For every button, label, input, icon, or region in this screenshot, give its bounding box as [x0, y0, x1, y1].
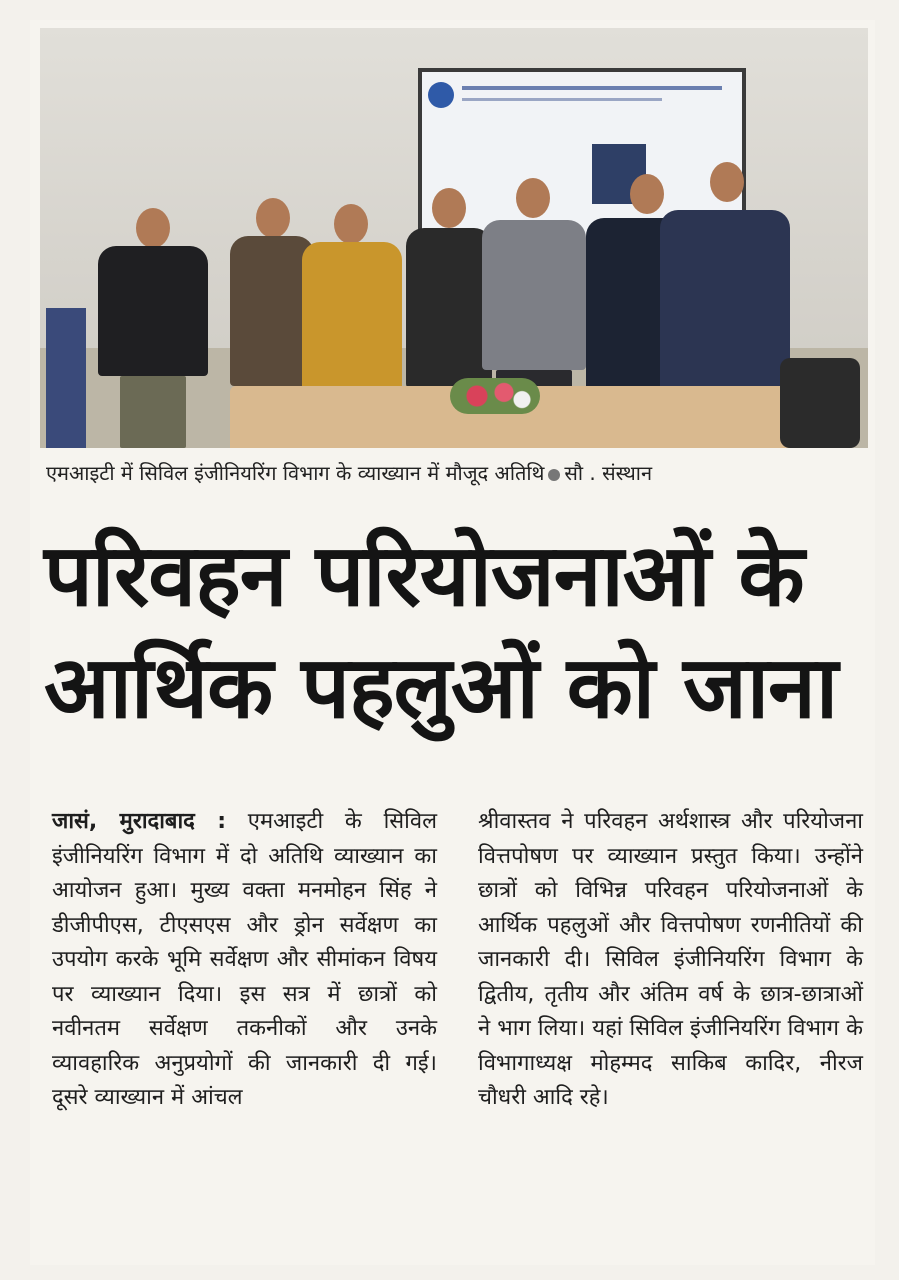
screen-subtitle-bar [462, 98, 662, 101]
bullet-icon [548, 469, 560, 481]
flower-bouquet [450, 378, 540, 414]
article-body-right: श्रीवास्तव ने परिवहन अर्थशास्त्र और परियोजना वित्तपोषण पर व्याख्यान प्रस्तुत किया। उन्होंने छात्रों को विभिन्न परिवहन परियोजनाओं के आर्थिक पहलुओं और वित्तपोषण रणनीतियों की जानकारी दी। सिविल इंजीनियरिंग विभाग के द्वितीय, तृतीय और अंतिम वर्ष के छात्र-छात्राओं ने भाग लिया। यहां सिविल इंजीनियरिंग विभाग के विभागाध्यक्ष मोहम्मद साकिब कादिर, नीरज चौधरी आदि रहे। [478, 809, 863, 1110]
news-photo [40, 28, 868, 448]
article-body-left: एमआइटी के सिविल इंजीनियरिंग विभाग में दो अतिथि व्याख्यान का आयोजन हुआ। मुख्य वक्ता मनमोहन सिंह ने डीजीपीएस, टीएसएस और ड्रोन सर्वेक्षण का उपयोग करके भूमि सर्वेक्षण और सीमांकन विषय पर व्याख्यान दिया। इस सत्र में छात्रों को नवीनतम सर्वेक्षण तकनीकों और उनके व्यावहारिक अनुप्रयोगों की जानकारी दी गई। दूसरे व्याख्यान में आंचल [52, 809, 437, 1110]
photo-banner-stand [46, 308, 86, 448]
article-column-left [52, 805, 437, 1116]
photo-caption [46, 460, 866, 486]
article-column-right [478, 805, 863, 1116]
caption-credit: सौ . संस्थान [564, 461, 653, 485]
institute-logo-icon [428, 82, 454, 108]
dateline: जासं, मुरादाबाद : [52, 809, 227, 834]
headline-line-1: परिवहन परियोजनाओं के [44, 526, 804, 626]
photo-chair [780, 358, 860, 448]
screen-title-bar [462, 86, 722, 90]
headline [44, 520, 874, 744]
caption-text: एमआइटी में सिविल इंजीनियरिंग विभाग के व्याख्यान में मौजूद अतिथि [46, 461, 545, 485]
headline-line-2: आर्थिक पहलुओं को जाना [44, 638, 838, 738]
